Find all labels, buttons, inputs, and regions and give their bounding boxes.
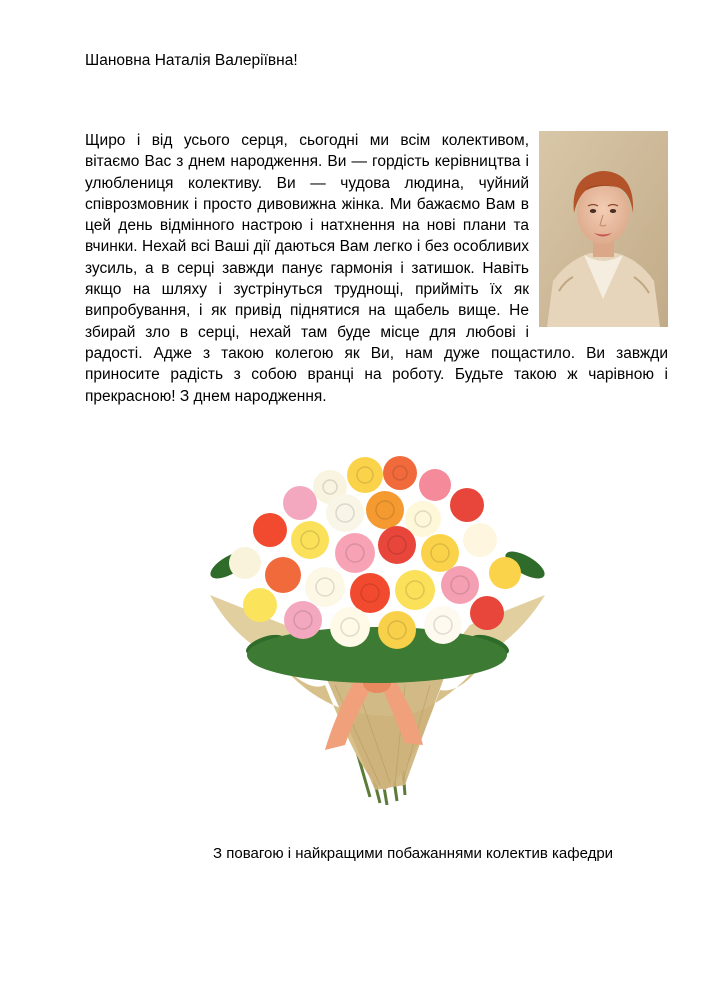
salutation: Шановна Наталія Валеріївна! <box>85 52 298 69</box>
letter-body-block <box>85 130 668 407</box>
portrait-photo-icon <box>539 131 668 327</box>
letter-body: Щиро і від усього серця, сьогодні ми всім колективом, вітаємо Вас з днем народження. Ви — гордість керівництва і улюблениця колективу. Ви — чудова людина, чуйний співрозмовник і просто дивовижна жінка. Ми бажаємо Вам в цей день відмінного настрою і натхнення на нові плани та вчинки. Нехай всі Ваші дії даються Вам легко і без особливих зусиль, а в серці завжди панує гармонія і затишок. Навіть якщо на шляху і зустрінуться труднощі, прийміть їх як випробування, і як привід піднятися на щабель вище. Не збирай зло в серці, нехай там буде місце для любові і радості. Адже з такою колегою як Ви, нам дуже пощастило. Ви завжди приносите радість з собою вранці на роботу. Будьте такою ж чарівною і прекрасною! З днем народження. <box>85 132 668 405</box>
rose-bouquet-icon <box>205 445 550 805</box>
closing-signature: З повагою і найкращими побажаннями колектив кафедри <box>213 845 614 862</box>
